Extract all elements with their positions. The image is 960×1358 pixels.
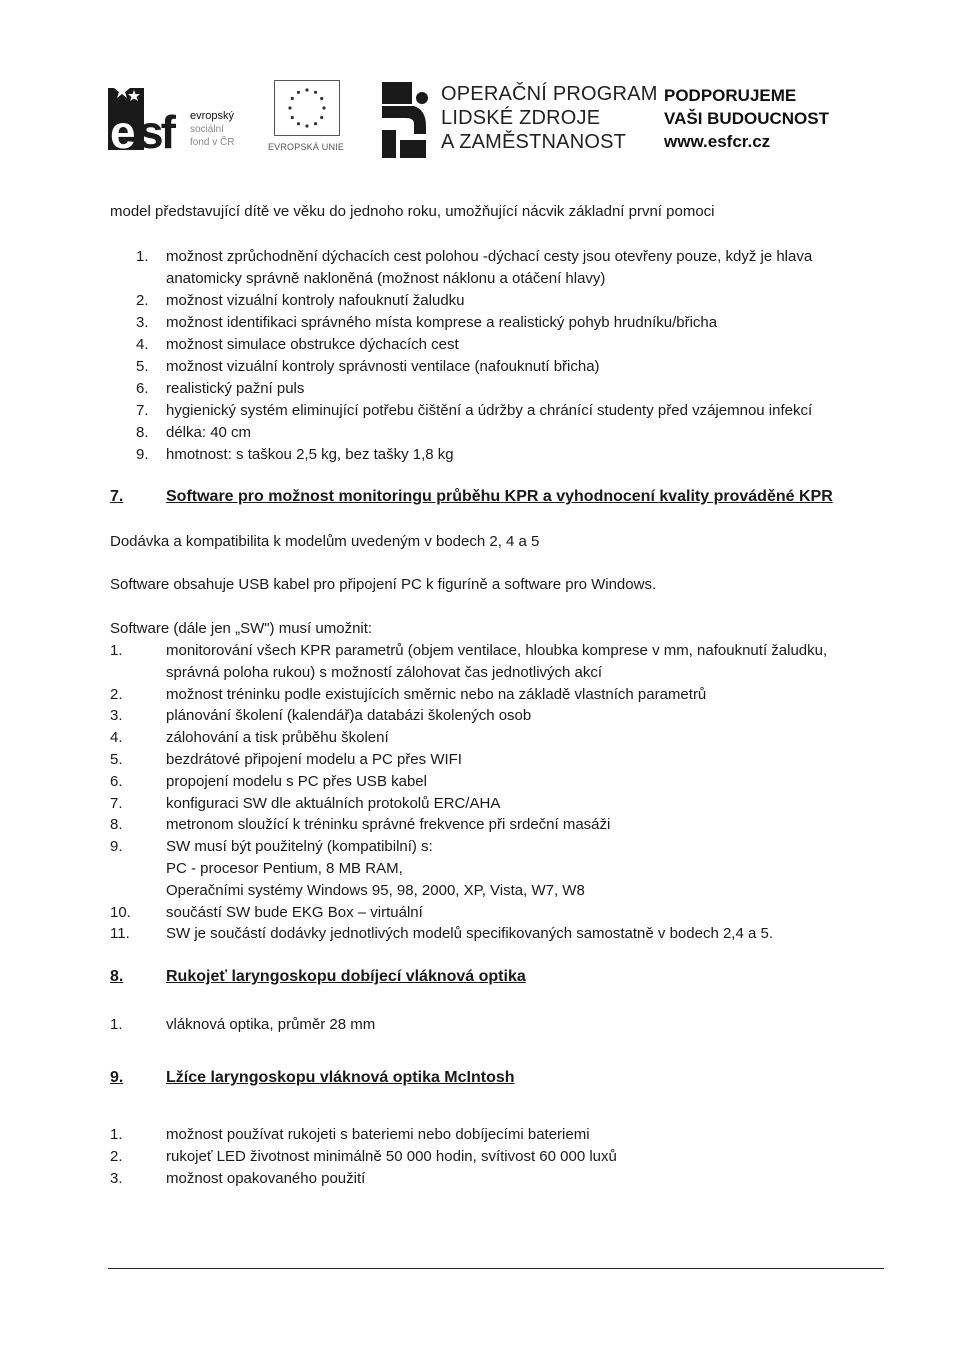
list-item bbox=[136, 378, 896, 400]
list-item-number: 3. bbox=[136, 314, 149, 331]
section-title: Software pro možnost monitoringu průběhu KPR a vyhodnocení kvality prováděné KPR bbox=[166, 488, 833, 505]
list-item-number: 2. bbox=[110, 685, 123, 703]
list-item-number: 7. bbox=[110, 794, 123, 812]
list-item-number: 5. bbox=[110, 750, 123, 768]
header-banner bbox=[108, 72, 843, 164]
op-line-3: A ZAMĚSTNANOST bbox=[441, 131, 627, 153]
section-title: Lžíce laryngoskopu vláknová optika McIntosh bbox=[166, 1069, 515, 1086]
list-item bbox=[110, 902, 900, 924]
eu-logo bbox=[264, 78, 348, 160]
list-item-text: rukojeť LED životnost minimálně 50 000 hodin, svítivost 60 000 luxů bbox=[166, 1147, 617, 1165]
list-item-number: 8. bbox=[136, 424, 149, 441]
op-lz-logo-icon bbox=[380, 80, 432, 160]
laryngoscope-blade-list bbox=[110, 1124, 900, 1189]
list-item-text: Operačními systémy Windows 95, 98, 2000, XP, Vista, W7, W8 bbox=[166, 881, 585, 899]
list-item bbox=[110, 705, 900, 727]
list-item-number: 11. bbox=[110, 925, 130, 943]
section-number: 8. bbox=[110, 968, 124, 985]
section-7-paragraph-1: Dodávka a kompatibilita k modelům uvedeným v bodech 2, 4 a 5 bbox=[110, 533, 540, 550]
list-item-number: 6. bbox=[136, 380, 149, 397]
list-item bbox=[136, 334, 896, 356]
list-item bbox=[110, 749, 900, 771]
list-item-text: propojení modelu s PC přes USB kabel bbox=[166, 772, 427, 790]
section-7-paragraph-3: Software (dále jen „SW") musí umožnit: bbox=[110, 620, 373, 637]
list-item-text: možnost používat rukojeti s bateriemi nebo dobíjecími bateriemi bbox=[166, 1126, 590, 1143]
model-features-list bbox=[136, 246, 896, 466]
list-item-text: správná poloha rukou) s možností zálohovat čas jednotlivých akcí bbox=[166, 663, 603, 681]
esf-line-3: fond v ČR bbox=[190, 137, 235, 148]
list-item bbox=[110, 1146, 900, 1168]
section-7-paragraph-2: Software obsahuje USB kabel pro připojení PC k figuríně a software pro Windows. bbox=[110, 576, 657, 593]
op-program-text bbox=[441, 82, 658, 154]
esf-logo bbox=[108, 72, 258, 160]
list-item-number: 5. bbox=[136, 358, 149, 375]
list-item-text: možnost simulace obstrukce dýchacích cest bbox=[166, 336, 459, 353]
list-item-number: 4. bbox=[136, 336, 149, 353]
laryngoscope-handle-list bbox=[110, 1014, 900, 1036]
eu-label: EVROPSKÁ UNIE bbox=[267, 142, 345, 152]
list-item bbox=[110, 836, 900, 901]
list-item-text: možnost opakovaného použití bbox=[166, 1169, 366, 1187]
list-item bbox=[110, 923, 900, 945]
list-item bbox=[110, 1014, 900, 1036]
list-item-number: 9. bbox=[136, 446, 149, 463]
list-item-number: 1. bbox=[136, 248, 149, 265]
esf-wordmark bbox=[190, 110, 234, 149]
esf-logo-mark bbox=[108, 78, 188, 158]
list-item-number: 1. bbox=[110, 642, 123, 659]
list-item bbox=[136, 422, 896, 444]
list-item-text: SW je součástí dodávky jednotlivých modelů specifikovaných samostatně v bodech 2,4 a 5. bbox=[166, 925, 773, 943]
list-item-number: 1. bbox=[110, 1126, 123, 1143]
list-item-text: konfiguraci SW dle aktuálních protokolů ERC/AHA bbox=[166, 794, 501, 812]
list-item bbox=[110, 1168, 900, 1190]
list-item-text: SW musí být použitelný (kompatibilní) s: bbox=[166, 838, 433, 856]
op-line-1: OPERAČNÍ PROGRAM bbox=[441, 83, 658, 105]
svg-text:sf: sf bbox=[138, 106, 173, 158]
list-item-text: hygienický systém eliminující potřebu čištění a údržby a chránící studenty před vzájemnou infekcí bbox=[166, 402, 813, 419]
list-item-text: součástí SW bude EKG Box – virtuální bbox=[166, 903, 423, 921]
section-number: 9. bbox=[110, 1069, 124, 1086]
list-item-text: možnost tréninku podle existujících směrnic nebo na základě vlastních parametrů bbox=[166, 685, 707, 703]
svg-text:e: e bbox=[110, 106, 133, 158]
op-line-2: LIDSKÉ ZDROJE bbox=[441, 107, 601, 129]
list-item-number: 10. bbox=[110, 903, 131, 921]
list-item-number: 9. bbox=[110, 838, 123, 856]
slogan-line-1: PODPORUJEME bbox=[664, 86, 797, 105]
footer-divider bbox=[108, 1268, 884, 1269]
list-item bbox=[110, 684, 900, 706]
section-number: 7. bbox=[110, 488, 124, 505]
list-item bbox=[136, 400, 896, 422]
list-item-number: 4. bbox=[110, 729, 123, 747]
list-item bbox=[110, 640, 900, 684]
list-item-text: možnost zprůchodnění dýchacích cest polohou -dýchací cesty jsou otevřeny pouze, když je hlava bbox=[166, 248, 813, 265]
list-item-text: anatomicky správně nakloněná (možnost náklonu a otáčení hlavy) bbox=[166, 270, 606, 287]
list-item-text: délka: 40 cm bbox=[166, 424, 252, 441]
list-item bbox=[136, 356, 896, 378]
esf-line-1: evropský bbox=[190, 110, 235, 122]
list-item-text: možnost vizuální kontroly nafouknutí žaludku bbox=[166, 292, 465, 309]
list-item-number: 8. bbox=[110, 816, 123, 834]
software-requirements-list bbox=[110, 640, 900, 945]
eu-flag-icon bbox=[274, 80, 340, 136]
list-item-number: 1. bbox=[110, 1016, 123, 1033]
list-item bbox=[110, 1124, 900, 1146]
list-item-number: 2. bbox=[136, 292, 149, 309]
list-item-text: plánování školení (kalendář)a databázi školených osob bbox=[166, 707, 532, 725]
support-slogan bbox=[664, 84, 829, 153]
section-title: Rukojeť laryngoskopu dobíjecí vláknová optika bbox=[166, 968, 526, 985]
list-item-text: možnost vizuální kontroly správnosti ventilace (nafouknutí břicha) bbox=[166, 358, 600, 375]
list-item-text: zálohování a tisk průběhu školení bbox=[166, 729, 389, 747]
slogan-line-2: VAŠI BUDOUCNOST bbox=[664, 109, 829, 128]
list-item-text: hmotnost: s taškou 2,5 kg, bez tašky 1,8 kg bbox=[166, 446, 454, 463]
list-item-text: monitorování všech KPR parametrů (objem ventilace, hloubka komprese v mm, nafouknutí žaludku, bbox=[166, 642, 828, 659]
list-item-number: 6. bbox=[110, 772, 123, 790]
list-item bbox=[110, 814, 900, 836]
list-item-number: 3. bbox=[110, 707, 123, 725]
list-item bbox=[136, 290, 896, 312]
esf-website-link[interactable]: www.esfcr.cz bbox=[664, 132, 771, 151]
list-item-text: vláknová optika, průměr 28 mm bbox=[166, 1016, 376, 1033]
list-item-number: 3. bbox=[110, 1169, 123, 1187]
list-item-number: 7. bbox=[136, 402, 149, 419]
list-item-text: PC - procesor Pentium, 8 MB RAM, bbox=[166, 859, 403, 877]
list-item bbox=[136, 444, 896, 466]
intro-paragraph: model představující dítě ve věku do jednoho roku, umožňující nácvik základní první pomoci bbox=[110, 203, 715, 220]
list-item bbox=[136, 312, 896, 334]
list-item bbox=[110, 793, 900, 815]
list-item bbox=[136, 246, 896, 290]
list-item-text: možnost identifikaci správného místa komprese a realistický pohyb hrudníku/břicha bbox=[166, 314, 718, 331]
list-item-text: metronom sloužící k tréninku správné frekvence při srdeční masáži bbox=[166, 816, 611, 834]
list-item-text: bezdrátové připojení modelu a PC přes WIFI bbox=[166, 750, 462, 768]
esf-line-2: sociální bbox=[190, 124, 224, 135]
list-item bbox=[110, 727, 900, 749]
list-item bbox=[110, 771, 900, 793]
list-item-number: 2. bbox=[110, 1147, 123, 1165]
list-item-text: realistický pažní puls bbox=[166, 380, 305, 397]
